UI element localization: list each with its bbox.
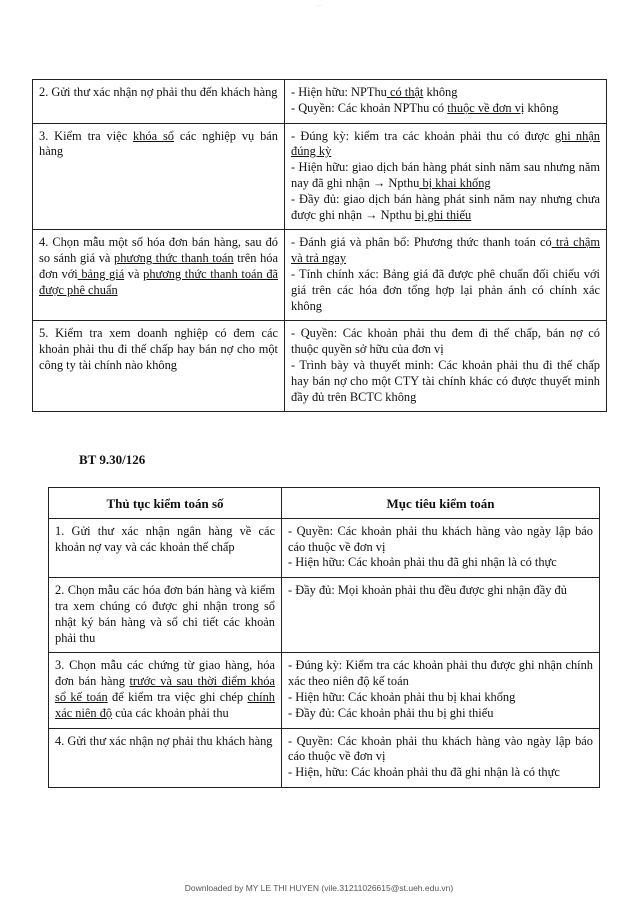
procedure-paragraph [39, 129, 278, 161]
text-run: 4. Chọn mẫu một số hóa đơn bán hàng, sau đó so sánh giá và [39, 235, 278, 266]
objective-cell [285, 80, 607, 124]
text-run: - Quyền: Các khoản phải thu đem đi thế chấp, bán nợ có thuộc quyền sở hữu của đơn vị [291, 326, 600, 357]
objective-paragraph [291, 235, 600, 267]
table-row [33, 123, 607, 230]
underlined-text: chính xác niên độ [55, 689, 275, 720]
procedure-cell [33, 123, 285, 230]
audit-table-1 [32, 79, 607, 412]
objective-paragraph [288, 658, 593, 690]
objective-paragraph [288, 690, 593, 706]
objective-cell [285, 230, 607, 321]
underlined-text: trước và sau thời điểm khóa sổ kế toán [55, 674, 275, 704]
table-row [33, 80, 607, 124]
underlined-text: phương thức thanh toán đã được phê chuẩn [39, 266, 279, 297]
objective-paragraph [291, 129, 600, 161]
underlined-text: ghi nhận đúng kỳ [291, 128, 600, 159]
procedure-paragraph [39, 85, 278, 101]
text-run: 4. Gửi thư xác nhận nợ phải thu khách hàng [55, 733, 273, 748]
objective-paragraph [291, 358, 600, 405]
table-row [49, 653, 600, 728]
text-run: các nghiệp vụ bán hàng [39, 128, 278, 159]
underlined-text: bị khai khống [419, 175, 491, 190]
text-run: 5. Kiểm tra xem doanh nghiệp có đem các khoản phải thu đi thế chấp hay bán nợ cho một công ty tài chính nào không [39, 326, 278, 372]
text-run: - Đúng kỳ: Kiểm tra các khoản phải thu được ghi nhận chính xác theo niên độ kế toán [288, 658, 593, 689]
text-run: - Đầy đủ: Mọi khoản phải thu đều được ghi nhận đầy đủ [288, 583, 567, 598]
text-run: - Tính chính xác: Bảng giá đã được phê chuẩn đối chiếu với giá trên các hóa đơn tổng hợp lại phản ánh có chính xác không [291, 266, 600, 313]
text-run: để kiểm tra việc ghi chép [107, 689, 248, 704]
objective-cell [285, 321, 607, 412]
objective-paragraph [288, 524, 593, 556]
header-procedure: Thủ tục kiểm toán số [49, 488, 282, 519]
text-run: - Đầy đủ: Các khoản phải thu bị ghi thiếu [288, 705, 494, 720]
objective-paragraph [291, 326, 600, 358]
underlined-text: phương thức thanh toán [114, 251, 234, 266]
text-run: - Hiện hữu: Các khoản phải thu đã ghi nhận là có thực [288, 555, 557, 570]
table-row [49, 518, 600, 577]
download-footer: Downloaded by MY LE THI HUYEN (vile.31211026615@st.ueh.edu.vn) [184, 883, 454, 893]
objective-paragraph [288, 555, 593, 571]
text-run: - Quyền: Các khoản phải thu khách hàng vào ngày lập báo cáo thuộc về đơn vị [288, 523, 593, 554]
procedure-cell [33, 80, 285, 124]
text-run: - Đầy đủ: giao dịch bán hàng phát sinh năm nay nhưng chưa được ghi nhận → Npthu [291, 191, 600, 222]
page-mark: ... [316, 2, 322, 8]
underlined-text: thuộc về đơn vị [447, 100, 525, 115]
underlined-text: bị ghi thiếu [414, 207, 472, 222]
text-run: trên hóa đơn với [39, 251, 279, 281]
objective-cell [282, 653, 600, 728]
objective-paragraph [288, 765, 593, 781]
text-run: - Hiện hữu: NPThu [291, 85, 387, 99]
audit-table-2-body [49, 518, 600, 787]
table-row [33, 321, 607, 412]
objective-paragraph [291, 85, 600, 101]
text-run: 2. Chọn mẫu các hóa đơn bán hàng và kiểm tra xem chúng có được ghi nhận trong sổ nhật ký bán hàng và sổ chi tiết các khoản phải thu [55, 583, 275, 645]
table-row [33, 230, 607, 321]
text-run: - Hiện hữu: giao dịch bán hàng phát sinh năm sau nhưng năm nay đã ghi nhận → Npthu [291, 160, 600, 190]
objective-paragraph [288, 706, 593, 722]
procedure-paragraph [55, 734, 275, 750]
procedure-paragraph [39, 326, 278, 373]
text-run: - Hiện, hữu: Các khoản phải thu đã ghi nhận là có thực [288, 765, 560, 780]
objective-cell [282, 518, 600, 577]
procedure-cell [49, 578, 282, 653]
text-run: - Đánh giá và phân bổ: Phương thức thanh toán có [291, 235, 552, 250]
procedure-paragraph [55, 524, 275, 556]
procedure-paragraph [39, 235, 278, 298]
text-run: của các khoản phải thu [112, 705, 229, 720]
table-row [49, 578, 600, 653]
text-run: không [524, 100, 559, 115]
underlined-text: có thật [386, 85, 424, 99]
objective-paragraph [291, 101, 600, 117]
procedure-cell [33, 321, 285, 412]
text-run: và [124, 266, 144, 281]
text-run: - Quyền: Các khoản phải thu khách hàng vào ngày lập báo cáo thuộc về đơn vị [288, 733, 593, 764]
text-run: 1. Gửi thư xác nhận ngân hàng về các khoản nợ vay và các khoản thế chấp [55, 523, 275, 554]
objective-paragraph [288, 583, 593, 599]
procedure-paragraph [55, 658, 275, 721]
text-run: 3. Chọn mẫu các chứng từ giao hàng, hóa đơn bán hàng [55, 658, 275, 689]
text-run: 3. Kiểm tra việc [39, 128, 134, 143]
text-run: 2. Gửi thư xác nhận nợ phải thu đến khách hàng [39, 85, 278, 99]
audit-table-2 [48, 487, 600, 788]
procedure-cell [33, 230, 285, 321]
text-run: - Quyền: Các khoản NPThu có [291, 100, 448, 115]
procedure-cell [49, 728, 282, 787]
objective-paragraph [288, 734, 593, 766]
text-run: - Đúng kỳ: kiểm tra các khoản phải thu có được [291, 128, 555, 143]
section-title: BT 9.30/126 [79, 452, 146, 467]
table-row [49, 728, 600, 787]
procedure-cell [49, 653, 282, 728]
header-objective: Mục tiêu kiểm toán [282, 488, 600, 519]
objective-paragraph [291, 192, 600, 224]
procedure-paragraph [55, 583, 275, 646]
procedure-cell [49, 518, 282, 577]
table-header-row [49, 488, 600, 519]
objective-cell [282, 578, 600, 653]
underlined-text: trả chậm và trả ngay [291, 235, 600, 266]
objective-cell [282, 728, 600, 787]
objective-paragraph [291, 160, 600, 192]
text-run: - Trình bày và thuyết minh: Các khoản phải thu đi thế chấp hay bán nợ cho một CTY tài chính khác có được thuyết minh đầy đủ trên BCTC không [291, 357, 600, 404]
text-run: không [423, 85, 458, 99]
objective-cell [285, 123, 607, 230]
underlined-text: khóa sổ [133, 128, 174, 143]
underlined-text: bảng giá [77, 266, 125, 281]
text-run: - Hiện hữu: Các khoản phải thu bị khai khống [288, 689, 516, 704]
objective-paragraph [291, 267, 600, 314]
audit-table-1-body [33, 80, 607, 412]
